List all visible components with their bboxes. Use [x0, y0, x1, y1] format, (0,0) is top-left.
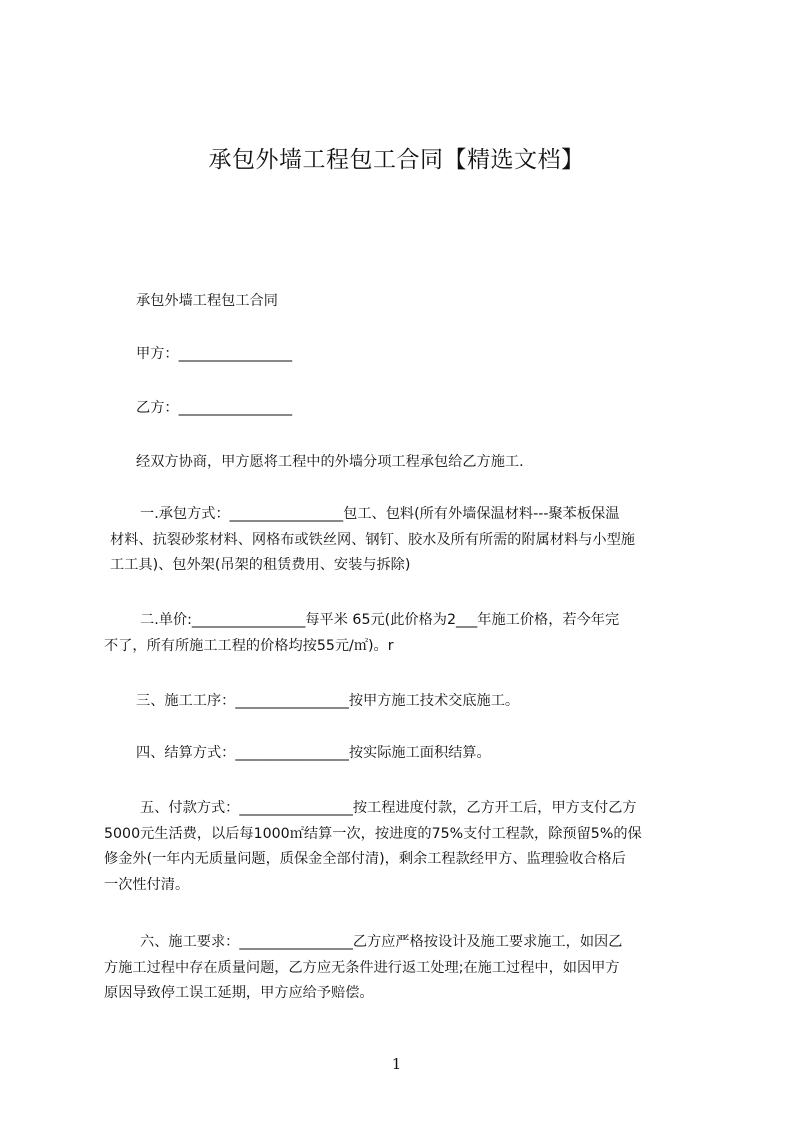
clause-2-paragraph [104, 608, 714, 659]
clause-1-line-3: 工工具)、包外架(吊架的租赁费用、安装与拆除) [110, 557, 411, 573]
clause-3-paragraph: 三、施工工序：________________按甲方施工技术交底施工。 [136, 693, 520, 709]
clause-5-paragraph [104, 796, 714, 898]
intro-paragraph: 经双方协商，甲方愿将工程中的外墙分项工程承包给乙方施工. [136, 454, 524, 470]
party-a-line: 甲方：________________ [136, 346, 293, 362]
clause-5-line-4: 一次性付清。 [104, 876, 190, 893]
clause-6-line-1: 六、施工要求：________________乙方应严格按设计及施工要求施工，如因乙 [140, 934, 623, 950]
clause-5-line-1: 五、付款方式：________________按工程进度付款，乙方开工后，甲方支付乙方 [140, 800, 637, 816]
contract-subtitle: 承包外墙工程包工合同 [136, 293, 278, 309]
page-number: 1 [391, 1055, 402, 1073]
clause-1-line-2: 材料、抗裂砂浆材料、网格布或铁丝网、钢钉、胶水及所有所需的附属材料与小型施 [110, 531, 635, 548]
clause-1-paragraph [110, 502, 720, 579]
clause-6-line-3: 原因导致停工误工延期，甲方应给予赔偿。 [104, 985, 374, 1001]
clause-1-line-1: 一.承包方式：________________包工、包料(所有外墙保温材料---聚苯板保温 [140, 506, 620, 522]
clause-4-paragraph: 四、结算方式：________________按实际施工面积结算。 [136, 745, 491, 761]
clause-2-line-1: 二.单价:________________每平米 65元(此价格为2___年施工价格，若今年完 [140, 612, 620, 628]
party-b-line: 乙方：________________ [136, 400, 293, 416]
clause-5-line-3: 修金外(一年内无质量问题，质保金全部付清)，剩余工程款经甲方、监理验收合格后 [104, 851, 626, 867]
clause-6-line-2: 方施工过程中存在质量问题，乙方应无条件进行返工处理;在施工过程中，如因甲方 [104, 959, 620, 976]
clause-2-line-2: 不了，所有所施工工程的价格均按55元/㎡)。r [104, 637, 394, 654]
document-title: 承包外墙工程包工合同【精选文档】 [208, 147, 585, 173]
clause-5-line-2: 5000元生活费，以后每1000㎡结算一次，按进度的75%支付工程款，除预留5%的保 [104, 825, 642, 842]
clause-6-paragraph [104, 930, 714, 1007]
